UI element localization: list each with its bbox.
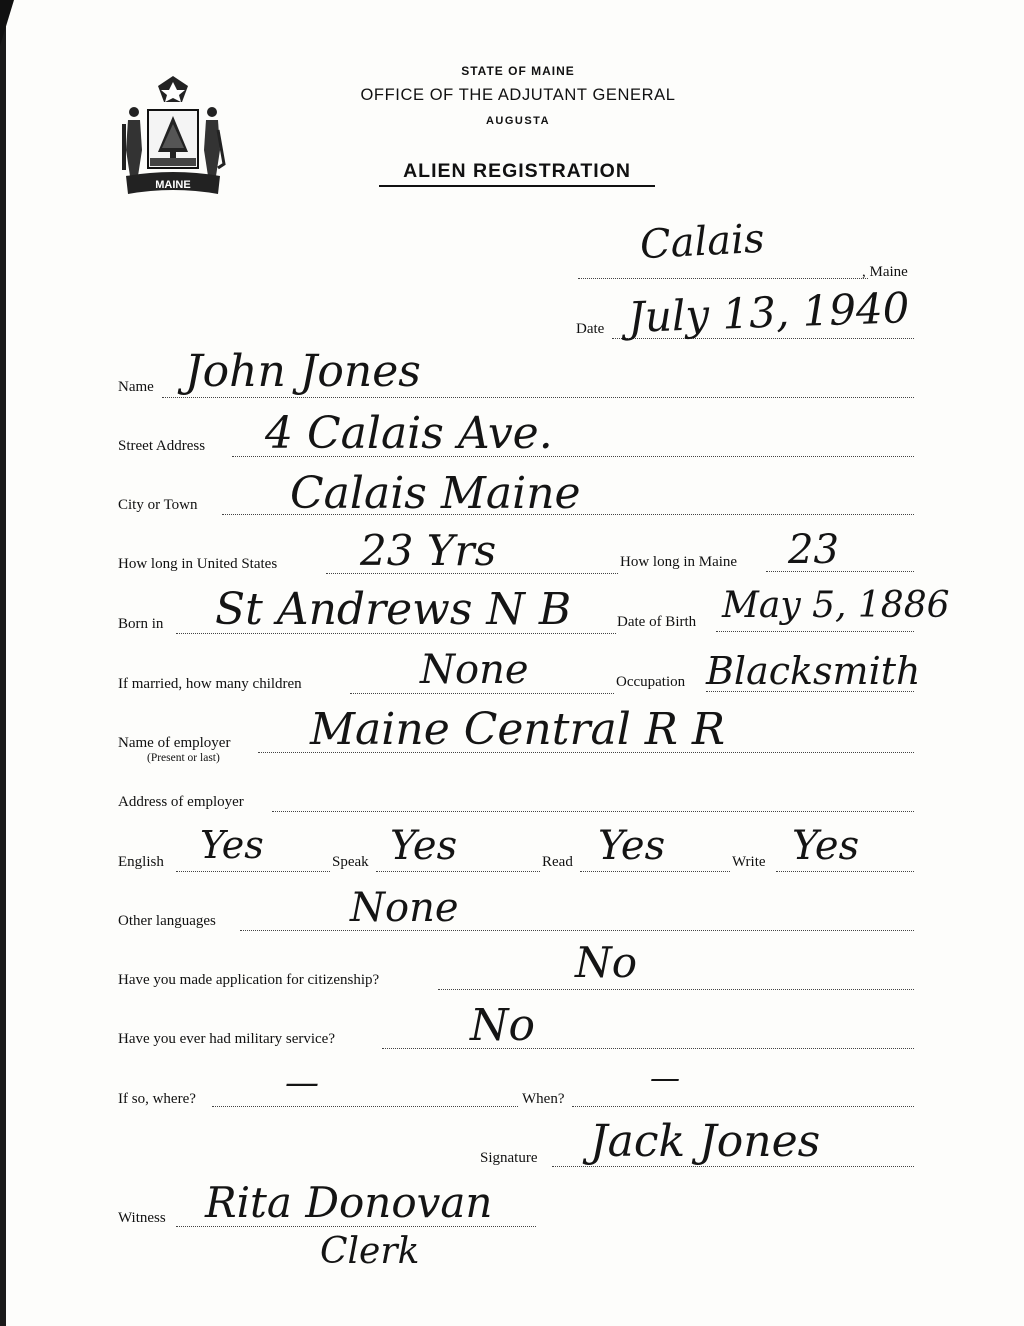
read-line: [580, 871, 730, 872]
how-long-maine-label: How long in Maine: [620, 554, 738, 570]
name-line: [162, 397, 914, 398]
born-in-entry: St Andrews N B: [215, 584, 572, 635]
military-entry: No: [470, 1000, 535, 1051]
maine-label: , Maine: [862, 264, 908, 280]
citizenship-line: [438, 989, 914, 990]
born-in-label: Born in: [118, 616, 164, 632]
other-languages-line: [240, 930, 914, 931]
city-town-label: City or Town: [118, 497, 198, 513]
military-line: [382, 1048, 914, 1049]
city-town-entry: Calais Maine: [290, 468, 581, 519]
read-label: Read: [542, 854, 573, 870]
date-entry: July 13, 1940: [627, 283, 911, 342]
how-long-us-label: How long in United States: [118, 556, 278, 572]
when-label: When?: [522, 1091, 565, 1107]
children-entry: None: [420, 647, 529, 693]
witness-label: Witness: [118, 1210, 166, 1226]
employer-address-label: Address of employer: [118, 794, 244, 810]
occupation-entry: Blacksmith: [706, 649, 921, 693]
state-heading: STATE OF MAINE: [461, 64, 575, 78]
where-line: [212, 1106, 518, 1107]
other-languages-label: Other languages: [118, 913, 216, 929]
when-line: [572, 1106, 914, 1107]
form-title: ALIEN REGISTRATION: [379, 160, 655, 187]
other-languages-entry: None: [350, 885, 459, 931]
date-label: Date: [576, 321, 605, 337]
write-line: [776, 871, 914, 872]
military-label: Have you ever had military service?: [118, 1031, 335, 1047]
occupation-label: Occupation: [616, 674, 686, 690]
where-label: If so, where?: [118, 1091, 196, 1107]
signature-entry: Jack Jones: [590, 1116, 821, 1167]
dob-entry: May 5, 1886: [722, 585, 950, 626]
signature-label: Signature: [480, 1150, 538, 1166]
city-heading: AUGUSTA: [485, 115, 551, 127]
employer-address-line: [272, 811, 914, 812]
where-entry: —: [285, 1063, 319, 1103]
english-entry: Yes: [200, 823, 264, 867]
how-long-maine-entry: 23: [788, 527, 839, 573]
english-label: English: [118, 854, 164, 870]
employer-entry: Maine Central R R: [310, 704, 726, 755]
children-line: [350, 693, 614, 694]
town-entry: Calais: [638, 215, 766, 269]
speak-label: Speak: [332, 854, 369, 870]
seal-banner-text: MAINE: [155, 179, 191, 191]
speak-entry: Yes: [390, 823, 458, 869]
write-entry: Yes: [792, 823, 860, 869]
witness-title-entry: Clerk: [320, 1231, 420, 1272]
employer-label: Name of employer: [118, 735, 231, 751]
street-label: Street Address: [118, 438, 206, 454]
town-line: [578, 278, 868, 279]
witness-entry: Rita Donovan: [205, 1178, 493, 1227]
citizenship-entry: No: [575, 938, 638, 987]
english-line: [176, 871, 330, 872]
children-label: If married, how many children: [118, 676, 302, 692]
dob-label: Date of Birth: [617, 614, 697, 630]
speak-line: [376, 871, 540, 872]
how-long-us-entry: 23 Yrs: [360, 526, 497, 575]
when-entry: —: [650, 1061, 680, 1096]
write-label: Write: [732, 854, 766, 870]
citizenship-label: Have you made application for citizenship?: [118, 972, 380, 988]
office-heading: OFFICE OF THE ADJUTANT GENERAL: [360, 86, 676, 104]
dob-line: [716, 631, 914, 632]
scan-corner: [0, 0, 14, 46]
name-entry: John Jones: [185, 346, 421, 397]
street-entry: 4 Calais Ave.: [265, 408, 553, 459]
name-label: Name: [118, 379, 154, 395]
read-entry: Yes: [598, 823, 666, 869]
employer-note: (Present or last): [147, 752, 220, 764]
scan-edge: [0, 0, 6, 1326]
